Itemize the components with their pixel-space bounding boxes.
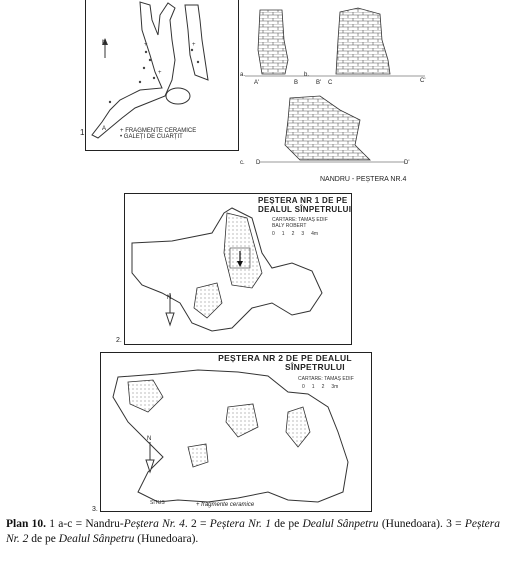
scale-tick: 0 (302, 384, 305, 390)
caption-cave-name: Peștera Nr. 2 (6, 518, 500, 545)
figure-3-number: 3. (92, 506, 98, 513)
mapping-line-2: BALY ROBERT (272, 223, 307, 229)
section-c-label: c. (240, 160, 245, 166)
scale-bar (272, 231, 318, 237)
figure-3-legend: + fragmente ceramice (196, 502, 255, 508)
mapping-line-1: CARTARE: TAMAȘ EDIF (272, 217, 328, 223)
scale-tick: 0 (272, 231, 275, 237)
figure-2-plan (112, 193, 350, 348)
legend-label: FRAGMENTE CERAMICE (125, 128, 197, 134)
point-b-prime: B' (316, 80, 322, 86)
title-line-1: PEȘTERA NR 2 DE PE DEALUL (218, 353, 352, 363)
legend-label: GALEȚI DE CUARȚIT (123, 134, 183, 140)
point-d: D (256, 160, 261, 166)
scale-tick: 1 (311, 384, 315, 390)
scale-tick: 1 (281, 231, 285, 237)
scale-tick: 4m (311, 231, 319, 237)
situs-label: SITUS (150, 500, 165, 506)
title-line-2: DEALUL SÎNPETRULUI (258, 205, 352, 214)
caption-place-name: Dealul Sânpetru (58, 533, 135, 545)
legend-symbol: • (120, 134, 123, 140)
figure-1-plan (80, 0, 240, 152)
figure-1-number: 1 (80, 128, 85, 137)
legend-symbol: + (120, 128, 124, 134)
title-line-1: PEȘTERA NR 1 DE PE (258, 196, 348, 205)
point-b: B (294, 80, 299, 86)
figure-2-title (258, 196, 351, 214)
mapping-credit: CARTARE: TAMAȘ EDIF (298, 376, 354, 382)
scale-tick: 2 (321, 384, 325, 390)
plan-caption (6, 517, 500, 547)
north-label: N (102, 40, 107, 46)
caption-text: de pe (270, 518, 303, 530)
figure-3-title (200, 354, 370, 372)
svg-text:+: + (144, 42, 148, 48)
scale-tick: 3 (301, 231, 305, 237)
svg-text:+: + (192, 42, 196, 48)
point-d-prime: D' (404, 160, 410, 166)
caption-place-name: Dealul Sânpetru (302, 518, 379, 530)
figure-1-legend (120, 128, 196, 140)
caption-text: . 2 = (184, 518, 210, 530)
legend-item-quartz (120, 134, 196, 140)
caption-cave-name: Peștera Nr. 1 (209, 518, 271, 530)
point-a: A (102, 126, 107, 132)
scale-bar (302, 384, 338, 390)
caption-text: (Hunedoara). (134, 533, 199, 545)
caption-text: de pe (28, 533, 59, 545)
scale-tick: 3m (331, 384, 339, 390)
point-c-prime: C' (420, 78, 426, 84)
section-a-label: a. (240, 72, 246, 78)
caption-text: 1 a-c = Nandru- (46, 518, 124, 530)
caption-label: Plan 10. (6, 518, 47, 530)
section-c-title: NANDRU - PEȘTERA NR.4 (320, 176, 407, 183)
caption-text: (Hunedoara). 3 = (378, 518, 465, 530)
section-b-label: b. (304, 72, 310, 78)
svg-text:+: + (158, 70, 162, 76)
mapping-credit (272, 217, 328, 229)
section-drawings (240, 0, 430, 190)
figure-3-plan (88, 352, 370, 512)
cave-1-drawing (112, 193, 350, 343)
figure-1-sections (240, 0, 430, 192)
point-a-prime: A' (254, 80, 260, 86)
north-label: N (167, 295, 172, 301)
figure-2-number: 2. (116, 337, 122, 344)
point-c: C (328, 80, 333, 86)
north-label: N (147, 436, 152, 442)
title-line-2: SÎNPETRULUI (285, 362, 345, 372)
caption-cave-name: Peștera Nr. 4 (123, 518, 185, 530)
scale-tick: 2 (291, 231, 295, 237)
